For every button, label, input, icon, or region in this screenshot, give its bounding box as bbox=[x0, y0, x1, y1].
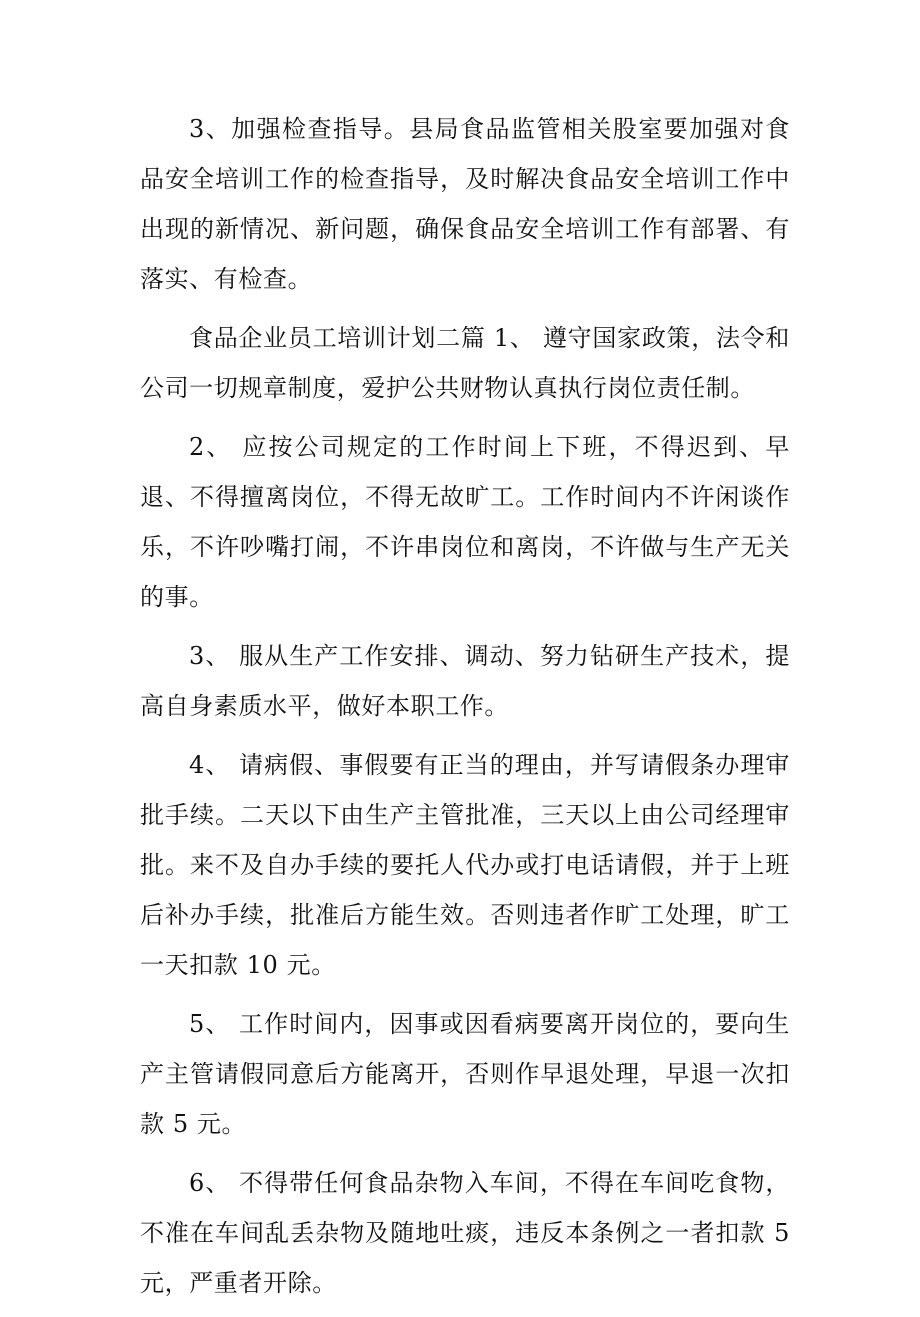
paragraph-plan-title-rule-1: 食品企业员工培训计划二篇 1、 遵守国家政策，法令和公司一切规章制度，爱护公共财物认真执行岗位责任制。 bbox=[140, 324, 790, 402]
document-body bbox=[140, 104, 790, 1317]
paragraph-inspection-guidance: 3、加强检查指导。县局食品监管相关股室要加强对食品安全培训工作的检查指导，及时解决食品安全培训工作中出现的新情况、新问题，确保食品安全培训工作有部署、有落实、有检查。 bbox=[140, 115, 790, 293]
paragraph-rule-2: 2、 应按公司规定的工作时间上下班，不得迟到、早退、不得擅离岗位，不得无故旷工。工作时间内不许闲谈作乐，不许吵嘴打闹，不许串岗位和离岗，不许做与生产无关的事。 bbox=[140, 433, 790, 611]
paragraph-rule-4: 4、 请病假、事假要有正当的理由，并写请假条办理审批手续。二天以下由生产主管批准，三天以上由公司经理审批。来不及自办手续的要托人代办或打电话请假，并于上班后补办手续，批准后方能生效。否则违者作旷工处理，旷工一天扣款 10 元。 bbox=[140, 751, 790, 979]
paragraph-rule-6: 6、 不得带任何食品杂物入车间，不得在车间吃食物，不准在车间乱丢杂物及随地吐痰，违反本条例之一者扣款 5 元，严重者开除。 bbox=[140, 1169, 790, 1297]
paragraph-rule-3: 3、 服从生产工作安排、调动、努力钻研生产技术，提高自身素质水平，做好本职工作。 bbox=[140, 642, 790, 720]
paragraph-rule-5: 5、 工作时间内，因事或因看病要离开岗位的，要向生产主管请假同意后方能离开，否则作早退处理，早退一次扣款 5 元。 bbox=[140, 1010, 790, 1138]
